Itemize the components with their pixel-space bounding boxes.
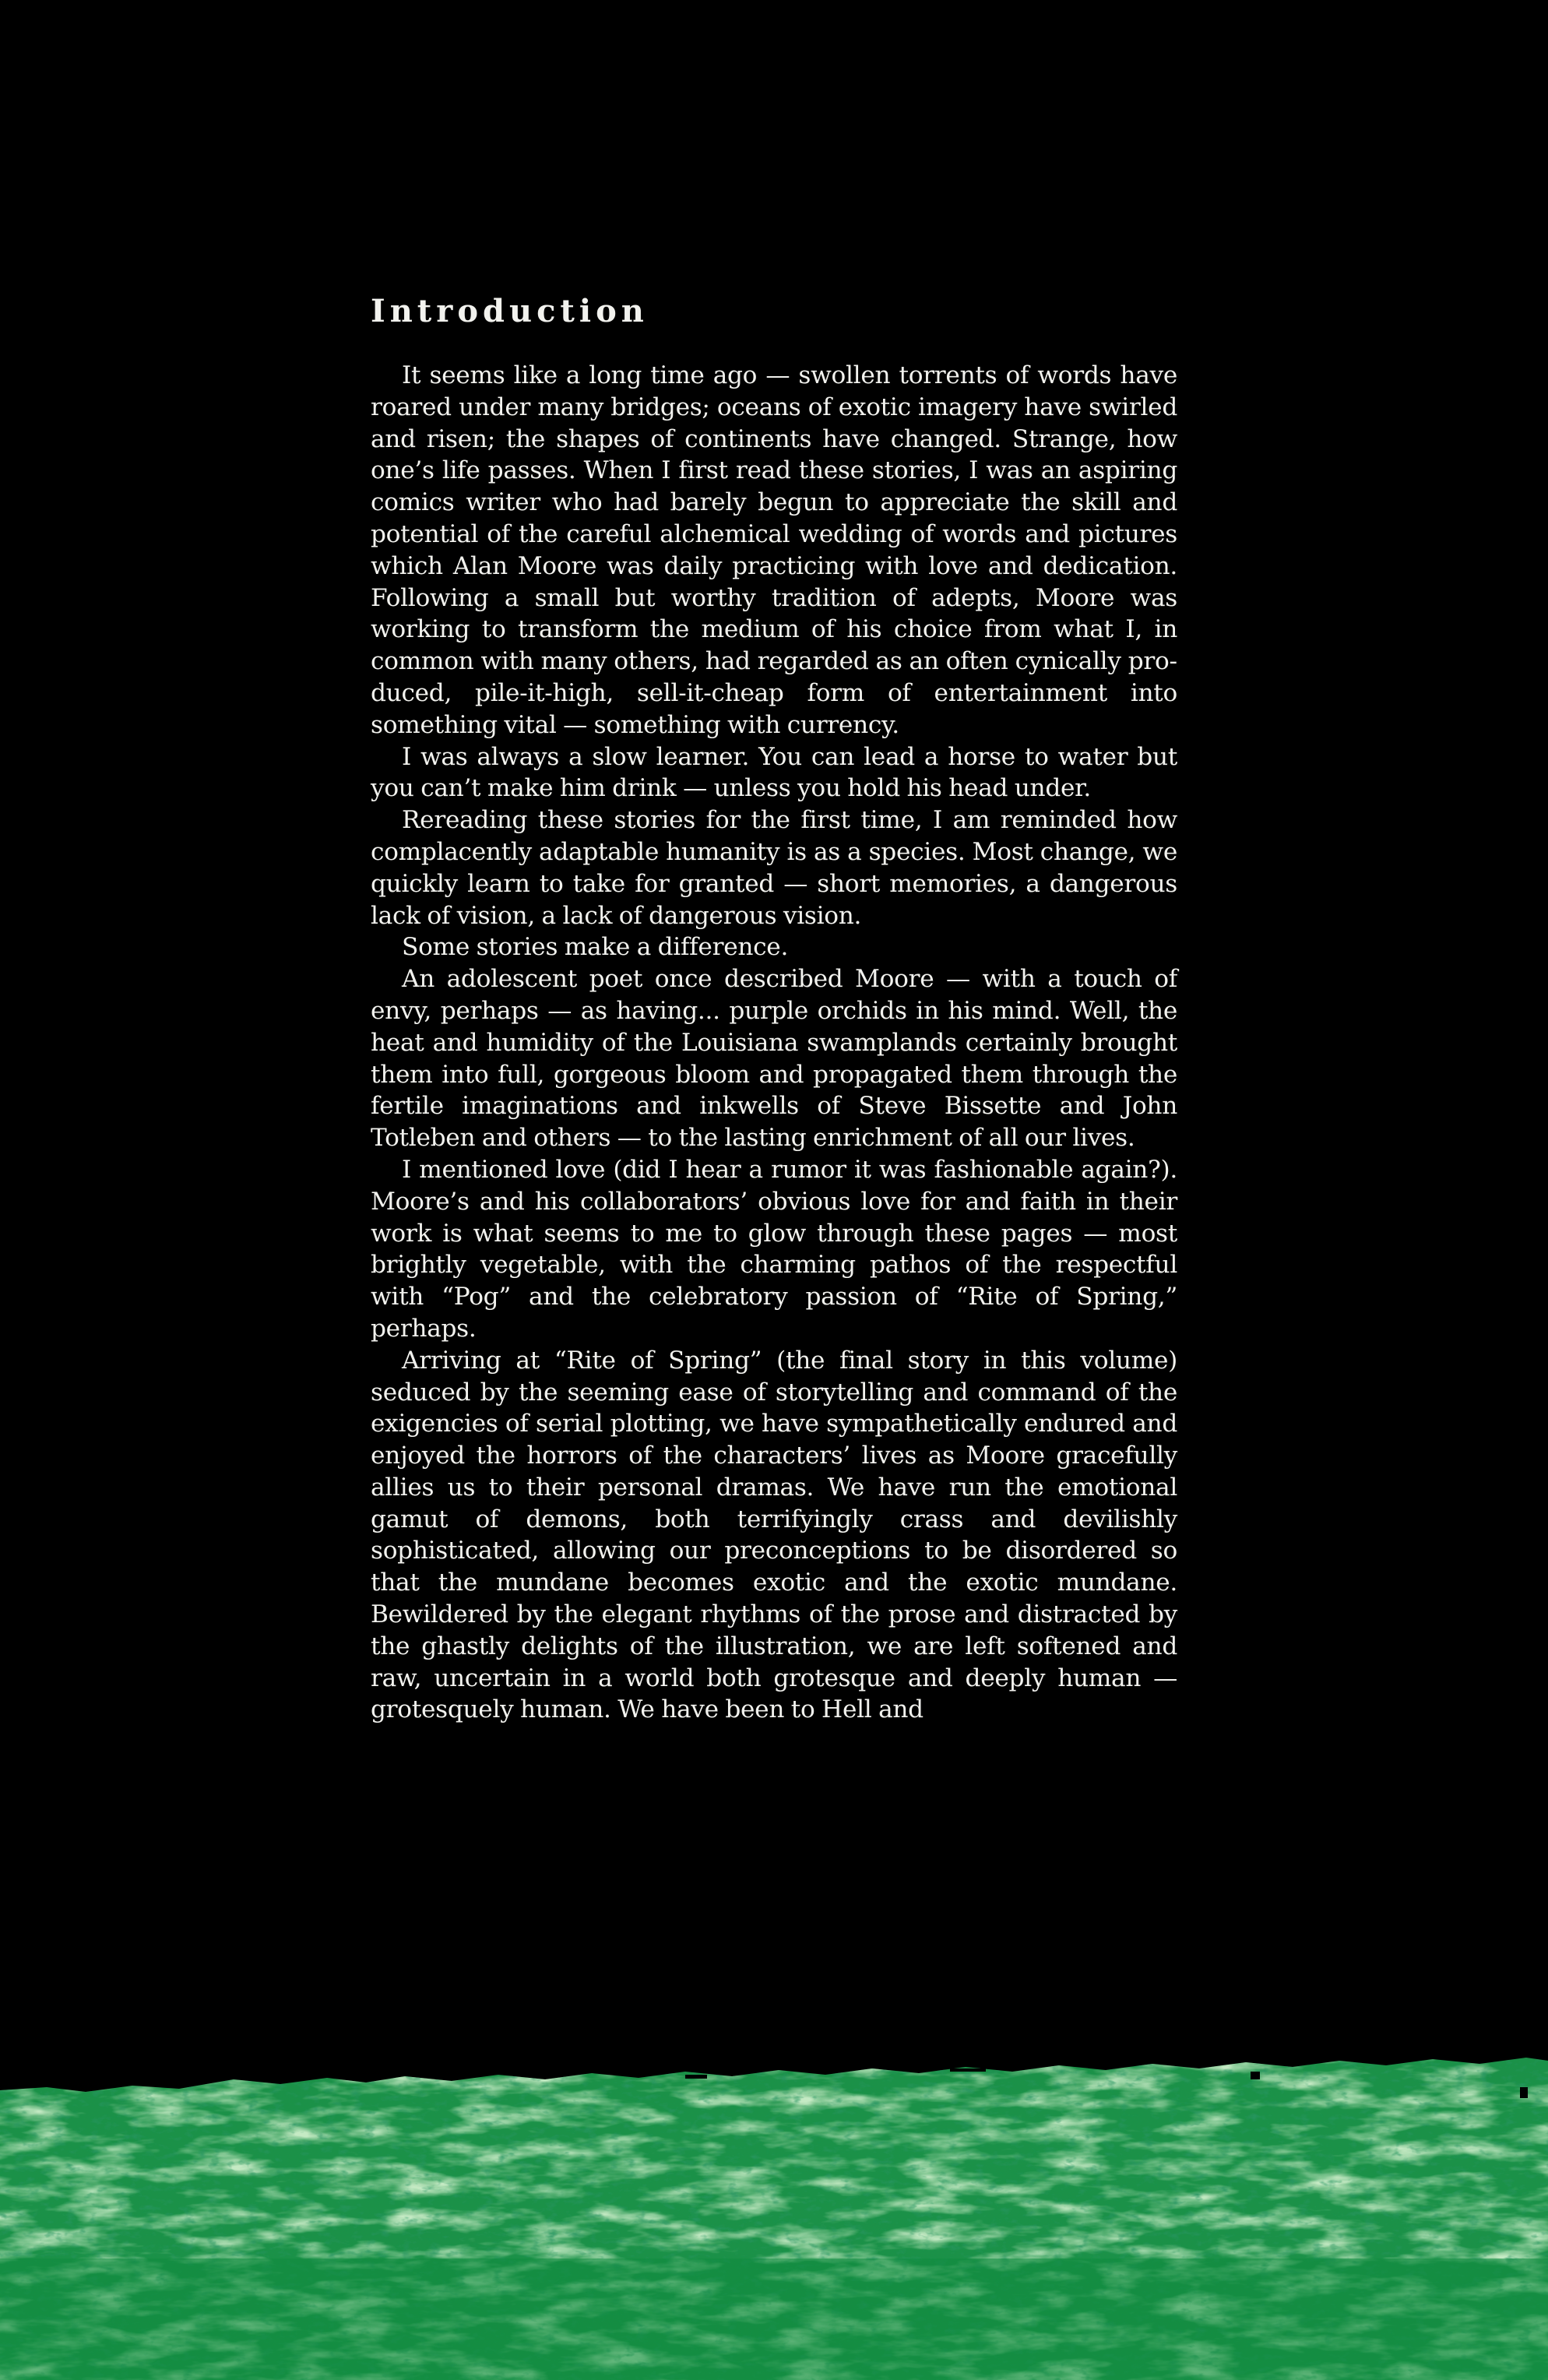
paragraph-5: An adolescent poet once described Moore — with a touch of envy, perhaps — as having... purple orchids in his mind. Well, the heat and humidity of the Louisiana swamplands certainly brought them into full, gorgeous bloom and propagated them through the fertile imaginations and inkwells of Steve Bissette and John Totleben and others — to the lasting enrichment of all our lives. <box>371 965 1177 1153</box>
swamp-texture-band <box>0 2056 1548 2380</box>
paragraph-4: Some stories make a difference. <box>402 933 789 962</box>
paragraph-6: I mentioned love (did I hear a rumor it was fashionable again?). Moore’s and his collaborators’ obvious love for and faith in their work is what seems to me to glow through these pages — most brightly vegetable, with the charming pathos of the respectful with “Pog” and the celebratory passion of “Rite of Spring,” perhaps. <box>371 1155 1177 1343</box>
paragraph-3: Rereading these stories for the first time, I am reminded how complacently adaptable humanity is as a species. Most change, we quickly learn to take for granted — short memories, a dangerous lack of vision, a lack of dangerous vision. <box>371 806 1177 930</box>
paragraph-7: Arriving at “Rite of Spring” (the final story in this volume) seduced by the seeming ease of storytelling and command of the exigencies of serial plotting, we have sympathetically endured and enjoyed the horrors of the characters’ lives as Moore gracefully allies us to their personal dramas. We have run the emotional gamut of demons, both terrifyingly crass and devilishly sophisticated, allowing our preconceptions to be disordered so that the mundane becomes exotic and the exotic mundane. Bewildered by the elegant rhythms of the prose and distracted by the ghastly delights of the illustration, we are left softened and raw, uncertain in a world both grotesque and deeply human — grotesquely human. We have been to Hell and <box>371 1346 1177 1724</box>
introduction-text-column <box>371 290 1177 1726</box>
paragraph-2: I was always a slow learner. You can lead a horse to water but you can’t make him drink — unless you hold his head under. <box>371 742 1177 803</box>
introduction-heading: Introduction <box>371 293 649 329</box>
paragraph-1: It seems like a long time ago — swollen torrents of words have roared under many bridges; oceans of exotic imagery have swirled and risen; the shapes of continents have changed. Strange, how one’s life passes. When I first read these stories, I was an aspiring comics writer who had barely begun to appreciate the skill and potential of the careful alchemical wedding of words and pictures which Alan Moore was daily practicing with love and dedication. Following a small but worthy tradition of adepts, Moore was working to transform the medium of his choice from what I, in common with many others, had regarded as an often cynically produced, pile-it-high, sell-it-cheap form of entertainment into something vital — something with currency. <box>371 361 1177 739</box>
